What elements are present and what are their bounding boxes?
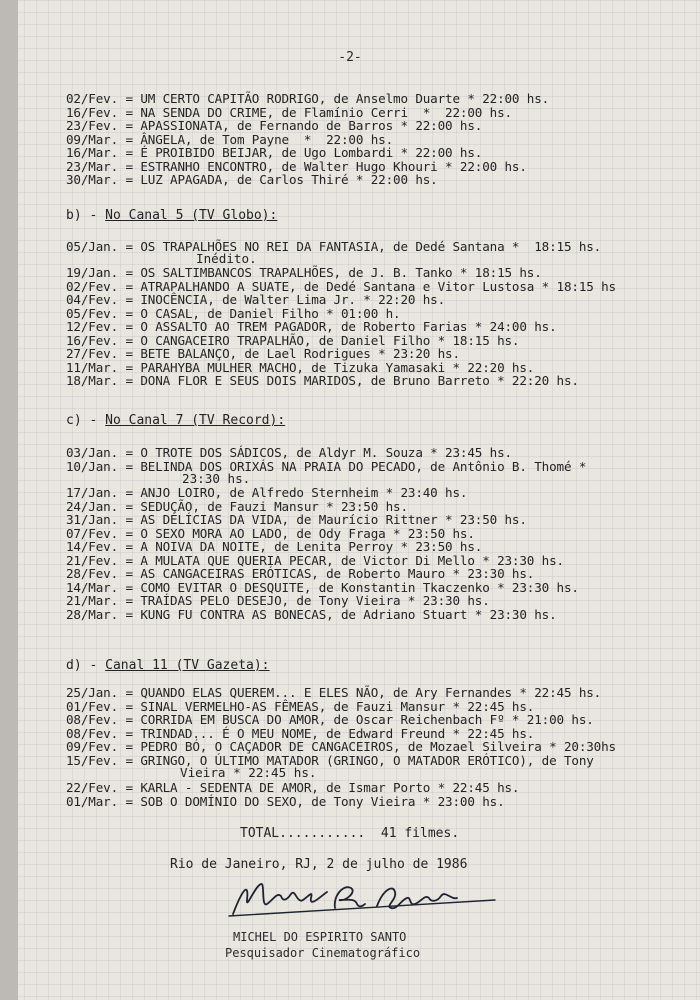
list-item: 14/Fev. = A NOIVA DA NOITE, de Lenita Perroy * 23:50 hs. — [66, 539, 483, 554]
list-item: 03/Jan. = O TROTE DOS SÁDICOS, de Aldyr M. Souza * 23:45 hs. — [66, 445, 512, 460]
list-item-continuation: Vieira * 22:45 hs. — [180, 765, 317, 780]
list-item: 24/Jan. = SEDUÇÃO, de Fauzi Mansur * 23:50 hs. — [66, 498, 408, 514]
section-heading-c: c) - No Canal 7 (TV Record): — [66, 413, 286, 428]
list-item-continuation: Inédito. — [196, 251, 257, 266]
list-item: 04/Fev. = INOCÊNCIA, de Walter Lima Jr. * 22:20 hs. — [66, 292, 446, 307]
section-heading-b: b) - No Canal 5 (TV Globo): — [66, 208, 278, 223]
list-item: 19/Jan. = OS SALTIMBANCOS TRAPALHÕES, de J. B. Tanko * 18:15 hs. — [66, 265, 542, 280]
list-item: 16/Fev. = NA SENDA DO CRIME, de Flamínio Cerri * 22:00 hs. — [66, 104, 512, 120]
list-item: 21/Fev. = A MULATA QUE QUERIA PECAR, de Victor Di Mello * 23:30 hs. — [66, 552, 564, 568]
list-item: 28/Mar. = KUNG FU CONTRA AS BONECAS, de Adriano Stuart * 23:30 hs. — [66, 606, 557, 622]
left-scan-edge — [0, 0, 18, 1000]
signer-title: Pesquisador Cinematográfico — [225, 946, 421, 960]
list-item: 11/Mar. = PARAHYBA MULHER MACHO, de Tizuka Yamasaki * 22:20 hs. — [66, 359, 535, 375]
list-item: 15/Fev. = GRINGO, O ÚLTIMO MATADOR (GRINGO, O MATADOR ERÓTICO), de Tony — [66, 752, 594, 768]
list-item-continuation: 23:30 hs. — [182, 471, 251, 486]
list-item: 02/Fev. = UM CERTO CAPITÃO RODRIGO, de Anselmo Duarte * 22:00 hs. — [66, 91, 550, 106]
list-item: 14/Mar. = COMO EVITAR O DESQUITE, de Konstantin Tkaczenko * 23:30 hs. — [66, 579, 579, 595]
list-item: 01/Fev. = SINAL VERMELHO-AS FÊMEAS, de Fauzi Mansur * 22:45 hs. — [66, 698, 535, 714]
list-item: 05/Jan. = OS TRAPALHÕES NO REI DA FANTASIA, de Dedé Santana * 18:15 hs. — [66, 239, 602, 254]
list-item: 23/Mar. = ESTRANHO ENCONTRO, de Walter Hugo Khouri * 22:00 hs. — [66, 158, 527, 174]
section-heading-d: d) - Canal 11 (TV Gazeta): — [66, 658, 270, 673]
list-item: 08/Fev. = CORRIDA EM BUSCA DO AMOR, de Oscar Reichenbach Fº * 21:00 hs. — [66, 712, 594, 727]
total-line: TOTAL........... 41 filmes. — [240, 826, 460, 841]
list-item: 31/Jan. = AS DELÍCIAS DA VIDA, de Maurício Rittner * 23:50 hs. — [66, 512, 527, 527]
list-item: 21/Mar. = TRAÍDAS PELO DESEJO, de Tony Vieira * 23:30 hs. — [66, 593, 490, 608]
list-item: 25/Jan. = QUANDO ELAS QUEREM... E ELES NÃO, de Ary Fernandes * 22:45 hs. — [66, 685, 602, 700]
list-item: 28/Fev. = AS CANGACEIRAS ERÓTICAS, de Roberto Mauro * 23:30 hs. — [66, 566, 535, 581]
list-item: 07/Fev. = O SEXO MORA AO LADO, de Ody Fraga * 23:50 hs. — [66, 525, 475, 541]
list-item: 05/Fev. = O CASAL, de Daniel Filho * 01:00 h. — [66, 305, 401, 321]
list-item: 23/Fev. = APASSIONATA, de Fernando de Barros * 22:00 hs. — [66, 118, 483, 133]
list-item: 16/Mar. = É PROIBIDO BEIJAR, de Ugo Lombardi * 22:00 hs. — [66, 145, 483, 160]
place-date: Rio de Janeiro, RJ, 2 de julho de 1986 — [170, 857, 468, 872]
list-item: 18/Mar. = DONA FLOR E SEUS DOIS MARIDOS, de Bruno Barreto * 22:20 hs. — [66, 373, 579, 388]
list-item: 17/Jan. = ANJO LOIRO, de Alfredo Sternheim * 23:40 hs. — [66, 485, 468, 500]
list-item: 01/Mar. = SOB O DOMÍNIO DO SEXO, de Tony Vieira * 23:00 hs. — [66, 793, 505, 809]
signer-name: MICHEL DO ESPIRITO SANTO — [233, 930, 407, 944]
list-item: 09/Mar. = ÂNGELA, de Tom Payne * 22:00 hs. — [66, 131, 394, 147]
list-item: 16/Fev. = O CANGACEIRO TRAPALHÃO, de Daniel Filho * 18:15 hs. — [66, 332, 520, 348]
list-item: 30/Mar. = LUZ APAGADA, de Carlos Thiré * 22:00 hs. — [66, 172, 438, 187]
list-item: 08/Fev. = TRINDAD... É O MEU NOME, de Edward Freund * 22:45 hs. — [66, 725, 535, 741]
list-item: 02/Fev. = ATRAPALHANDO A SUATE, de Dedé Santana e Vitor Lustosa * 18:15 hs — [66, 278, 616, 294]
page-number: -2- — [338, 50, 362, 65]
list-item: 12/Fev. = O ASSALTO AO TREM PAGADOR, de Roberto Farias * 24:00 hs. — [66, 319, 557, 334]
list-item: 22/Fev. = KARLA - SEDENTA DE AMOR, de Ismar Porto * 22:45 hs. — [66, 780, 520, 795]
list-item: 09/Fev. = PEDRO BÓ, O CAÇADOR DE CANGACEIROS, de Mozael Silveira * 20:30hs — [66, 739, 616, 754]
handwritten-signature — [225, 878, 515, 922]
list-item: 27/Fev. = BETE BALANÇO, de Lael Rodrigues * 23:20 hs. — [66, 346, 460, 361]
list-item: 10/Jan. = BELINDA DOS ORIXÁS NA PRAIA DO PECADO, de Antônio B. Thomé * — [66, 458, 587, 474]
